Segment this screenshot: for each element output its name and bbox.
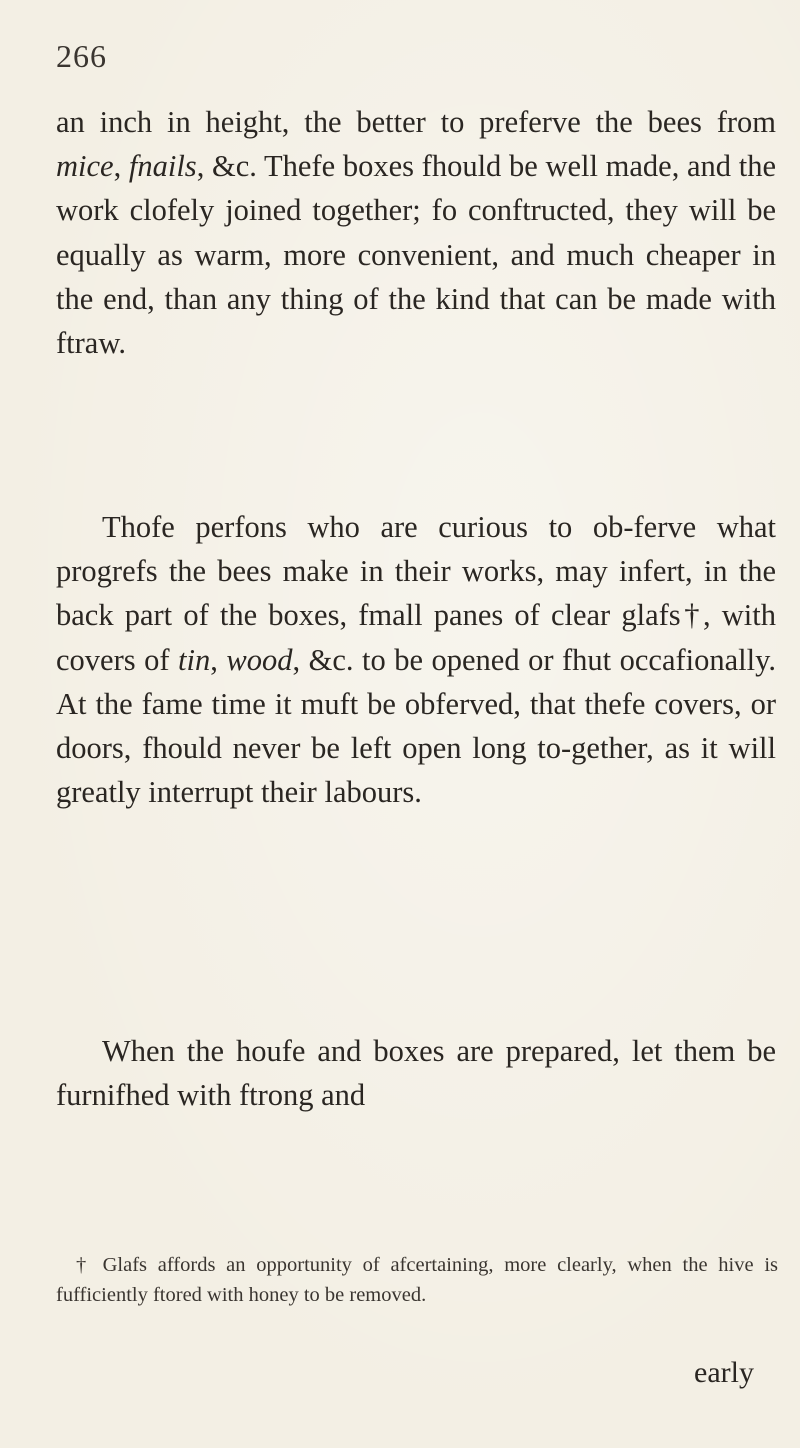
page-number: 266: [56, 38, 107, 74]
paragraph-2-segment-1: Thofe perfons who are curious to ob-ferve what progrefs the bees make in their works, may infert, in the back part of the boxes, fmall panes of clear glafs†, with covers of: [56, 510, 776, 677]
footnote: † Glafs affords an opportunity of afcertaining, more clearly, when the hive is fufficiently ftored with honey to be removed.: [56, 1254, 778, 1306]
paragraph-2-italic-tin: tin: [178, 642, 211, 677]
paragraph-2-italic-wood: wood: [226, 642, 293, 677]
paragraph-1-segment-5: , &c. Thefe boxes fhould be well made, and the work clofely joined together; fo conftructed, they will be equally as warm, more convenient, and much cheaper in the end, than any thing of the kind that can be made with ftraw.: [56, 149, 776, 361]
paragraph-1-italic-mice: mice: [56, 149, 114, 184]
paragraph-2: [56, 505, 776, 814]
paragraph-1-segment-3: ,: [113, 149, 129, 184]
paragraph-1-segment-1: an inch in height, the better to preferve the bees from: [56, 105, 776, 139]
paragraph-3-segment-1: When the houfe and boxes are prepared, let them be furnifhed with ftrong and: [56, 1034, 776, 1113]
paragraph-1-italic-snails: fnails: [128, 149, 197, 184]
paragraph-2-segment-5: , &c. to be opened or fhut occafionally. At the fame time it muft be obferved, that thefe covers, or doors, fhould never be left open long to-gether, as it will greatly interrupt their labours.: [56, 642, 777, 810]
catchword: early: [694, 1356, 754, 1389]
paragraph-1: [56, 100, 776, 365]
paragraph-2-segment-3: ,: [210, 642, 227, 677]
paragraph-3: [56, 1029, 776, 1117]
